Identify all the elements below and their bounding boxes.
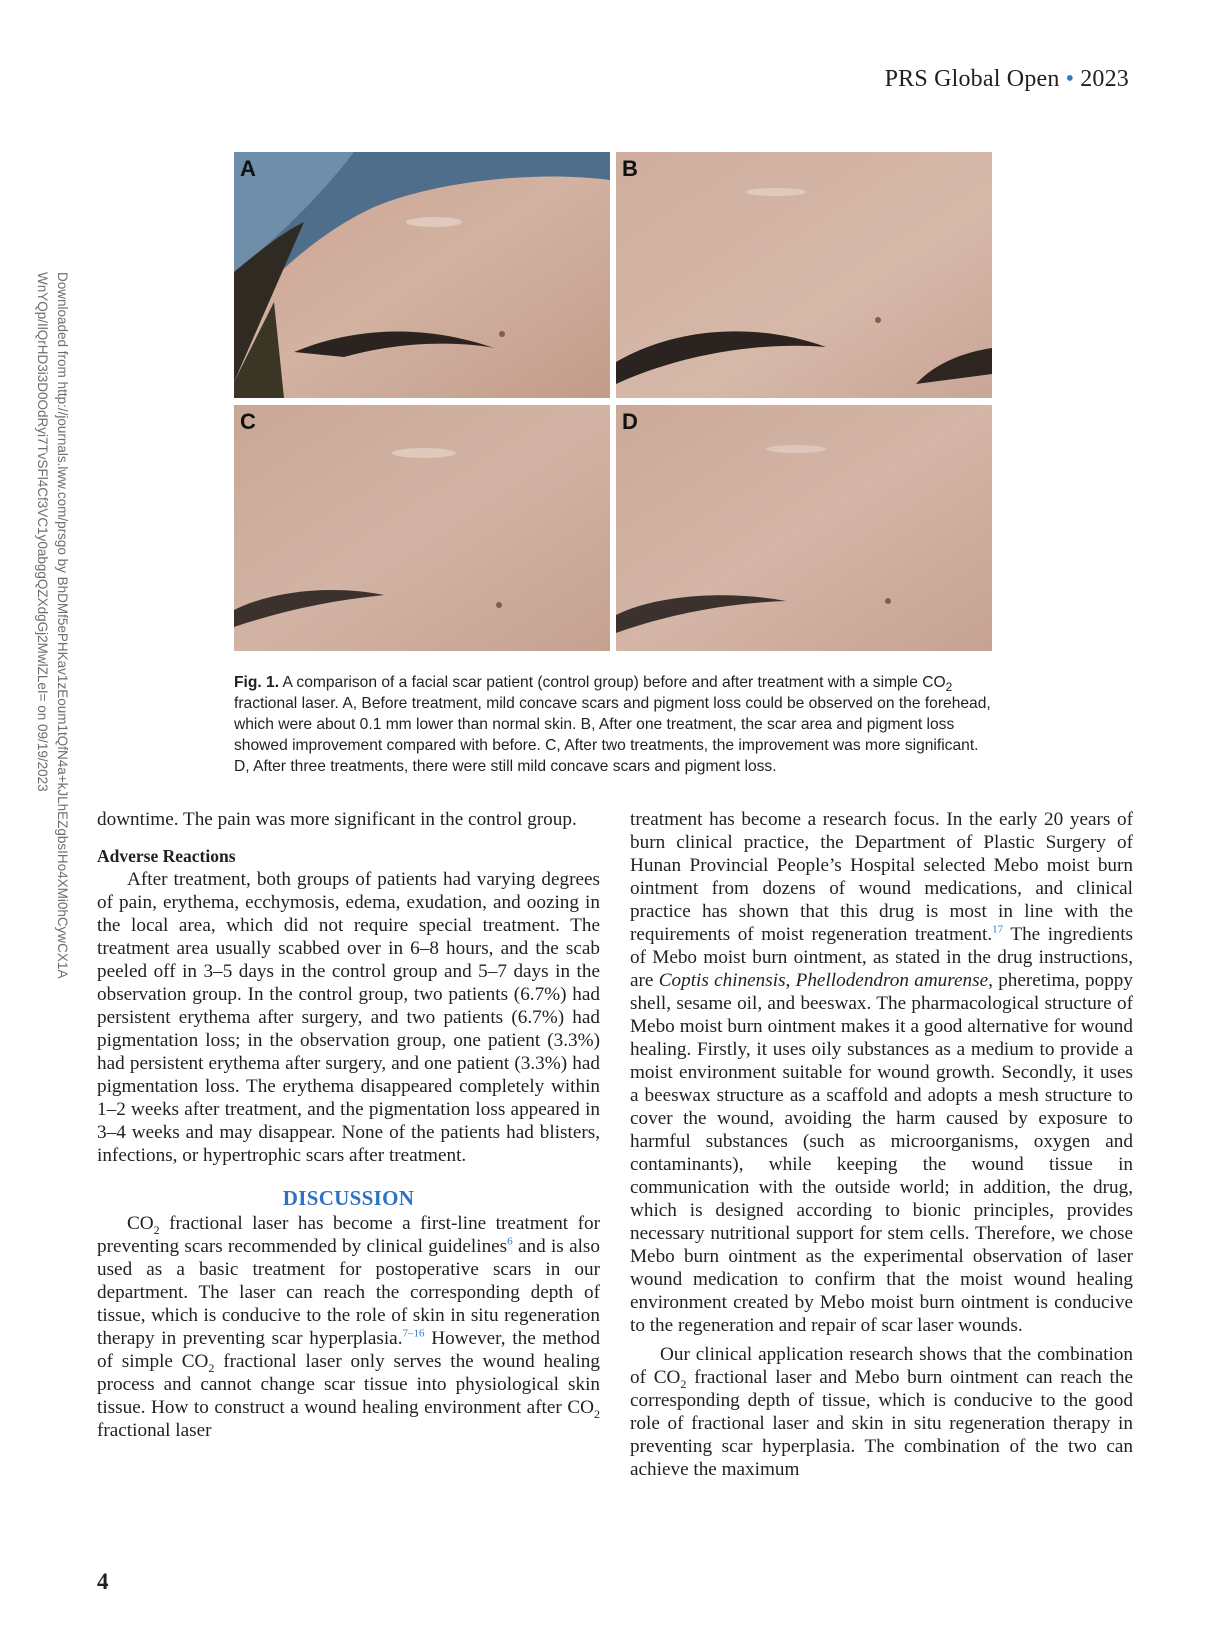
download-watermark [22, 272, 72, 1032]
reference-citation[interactable]: 7–16 [402, 1327, 425, 1340]
paragraph-discussion-1 [97, 1212, 600, 1442]
figure-caption-label: Fig. 1. [234, 674, 280, 691]
download-note-line-1: Downloaded from http://journals.lww.com/prsgo by BhDMf5ePHKav1zEoum1tQfN4a+kJLhEZgbsIHo4XMi0hCywCX1A [55, 272, 70, 979]
italic-species-names: Coptis chinensis, Phellodendron amurense, [658, 970, 993, 991]
text-segment: However, the method of simple CO [97, 1328, 600, 1372]
discussion-heading: DISCUSSION [282, 1186, 415, 1210]
figure-1 [234, 152, 992, 652]
header-separator: • [1065, 66, 1075, 92]
text-segment: fractional laser and Mebo burn ointment can reach the corresponding depth of tissue, which is conducive to the good role of fractional laser and skin in situ regeneration therapy in preventing scar hyperplasia. The combination of the two can achieve the maximum [630, 1367, 1133, 1480]
paragraph-downtime: downtime. The pain was more significant in the control group. [97, 809, 577, 830]
caption-text-1: A comparison of a facial scar patient (control group) before and after treatment with a simple CO [279, 674, 946, 691]
photo-panel-b [616, 152, 992, 398]
subscript: 2 [594, 1406, 600, 1421]
text-segment: Our clinical application research shows that the combination of CO [630, 1344, 1133, 1388]
running-head [885, 66, 1129, 93]
photo-panel-a [234, 152, 610, 398]
panel-label-c: C [240, 409, 256, 434]
photo-panel-d [616, 405, 992, 651]
forehead-photo-d [616, 405, 992, 651]
photo-panel-c [234, 405, 610, 651]
download-note-line-2: WnYQp/IlQrHD3i3D0OdRyi7TvSFl4Cf3VC1y0abggQZXdgGj2MwlZLeI= on 09/19/2023 [35, 272, 50, 792]
paragraph-mebo [630, 808, 1133, 1337]
forehead-photo-b [616, 152, 992, 398]
text-segment: and is also used as a basic treatment for postoperative scars in our department. The laser can reach the corresponding depth of tissue, which is conducive to the role of skin in situ regeneration therapy in preventing scar hyperplasia. [97, 1236, 600, 1349]
subscript: 2 [153, 1222, 160, 1237]
text-segment: fractional laser only serves the wound healing process and cannot change scar tissue into physiological skin tissue. How to construct a wound healing environment after CO [97, 1351, 600, 1418]
text-segment: fractional laser [97, 1420, 212, 1441]
caption-subscript: 2 [945, 680, 953, 695]
forehead-photo-a [234, 152, 610, 398]
adverse-reactions-heading: Adverse Reactions [97, 846, 236, 866]
right-column [630, 808, 1133, 1481]
panel-label-a: A [240, 156, 256, 181]
text-segment: pheretima, poppy shell, sesame oil, and beeswax. The pharmacological structure of Mebo moist burn ointment makes it a good alternative for wound healing. Firstly, it uses oily substances as a medium to provide a moist environment suitable for wound growth. Secondly, it uses a beeswax structure as a scaffold and adopts a mesh structure to cover the wound, avoiding the harm caused by exposure to harmful substances (such as microorganisms, oxygen and contaminants), while keeping the wound tissue in communication with the outside world; in addition, the drug, which is designed according to bionic principles, provides necessary nutritional support for stem cells. Therefore, we chose Mebo burn ointment as the experimental observation of laser wound medication to confirm that the moist wound healing environment created by Mebo moist burn ointment is conducive to the regeneration and repair of scar laser wounds. [630, 970, 1133, 1336]
text-segment: The ingredients of Mebo moist burn ointment, as stated in the drug instructions, are [630, 924, 1133, 991]
text-segment: CO [127, 1213, 154, 1234]
journal-year: 2023 [1080, 66, 1129, 92]
page-number: 4 [97, 1569, 109, 1594]
subscript: 2 [208, 1360, 215, 1375]
panel-label-b: B [622, 156, 638, 181]
text-segment: treatment has become a research focus. In the early 20 years of burn clinical practice, the Department of Plastic Surgery of Hunan Provincial People’s Hospital selected Mebo moist burn ointment from dozens of wound medications, and clinical practice has shown that this drug is most in line with the requirements of moist regeneration treatment. [630, 809, 1133, 945]
paragraph-clinical-application [630, 1343, 1133, 1481]
panel-label-d: D [622, 409, 638, 434]
forehead-photo-c [234, 405, 610, 651]
text-segment: fractional laser has become a first-line treatment for preventing scars recommended by clinical guidelines [97, 1213, 600, 1257]
left-column [97, 808, 600, 1442]
paragraph-adverse-reactions: After treatment, both groups of patients had varying degrees of pain, erythema, ecchymosis, edema, exudation, and oozing in the local area, which did not require special treatment. The treatment area usually scabbed over in 6–8 hours, and the scab peeled off in 3–5 days in the control group and 5–7 days in the observation group. In the control group, two patients (6.7%) had persistent erythema after surgery, and two patients (6.7%) had pigmentation loss; in the observation group, one patient (3.3%) had persistent erythema after surgery, and one patient (3.3%) had pigmentation loss. The erythema disappeared completely within 1–2 weeks after treatment, and the pigmentation loss appeared in 3–4 weeks and may disappear. None of the patients had blisters, infections, or hypertrophic scars after treatment. [97, 869, 600, 1166]
subscript: 2 [680, 1376, 687, 1391]
caption-text-2: fractional laser. A, Before treatment, mild concave scars and pigment loss could be observed on the forehead, which were about 0.1 mm lower than normal skin. B, After one treatment, the scar area and pigment loss showed improvement compared with before. C, After two treatments, the improvement was more significant. D, After three treatments, there were still mild concave scars and pigment loss. [234, 695, 991, 775]
reference-citation[interactable]: 6 [507, 1235, 513, 1248]
journal-name: PRS Global Open [884, 66, 1060, 92]
reference-citation[interactable]: 17 [992, 923, 1004, 936]
figure-caption [234, 672, 992, 777]
